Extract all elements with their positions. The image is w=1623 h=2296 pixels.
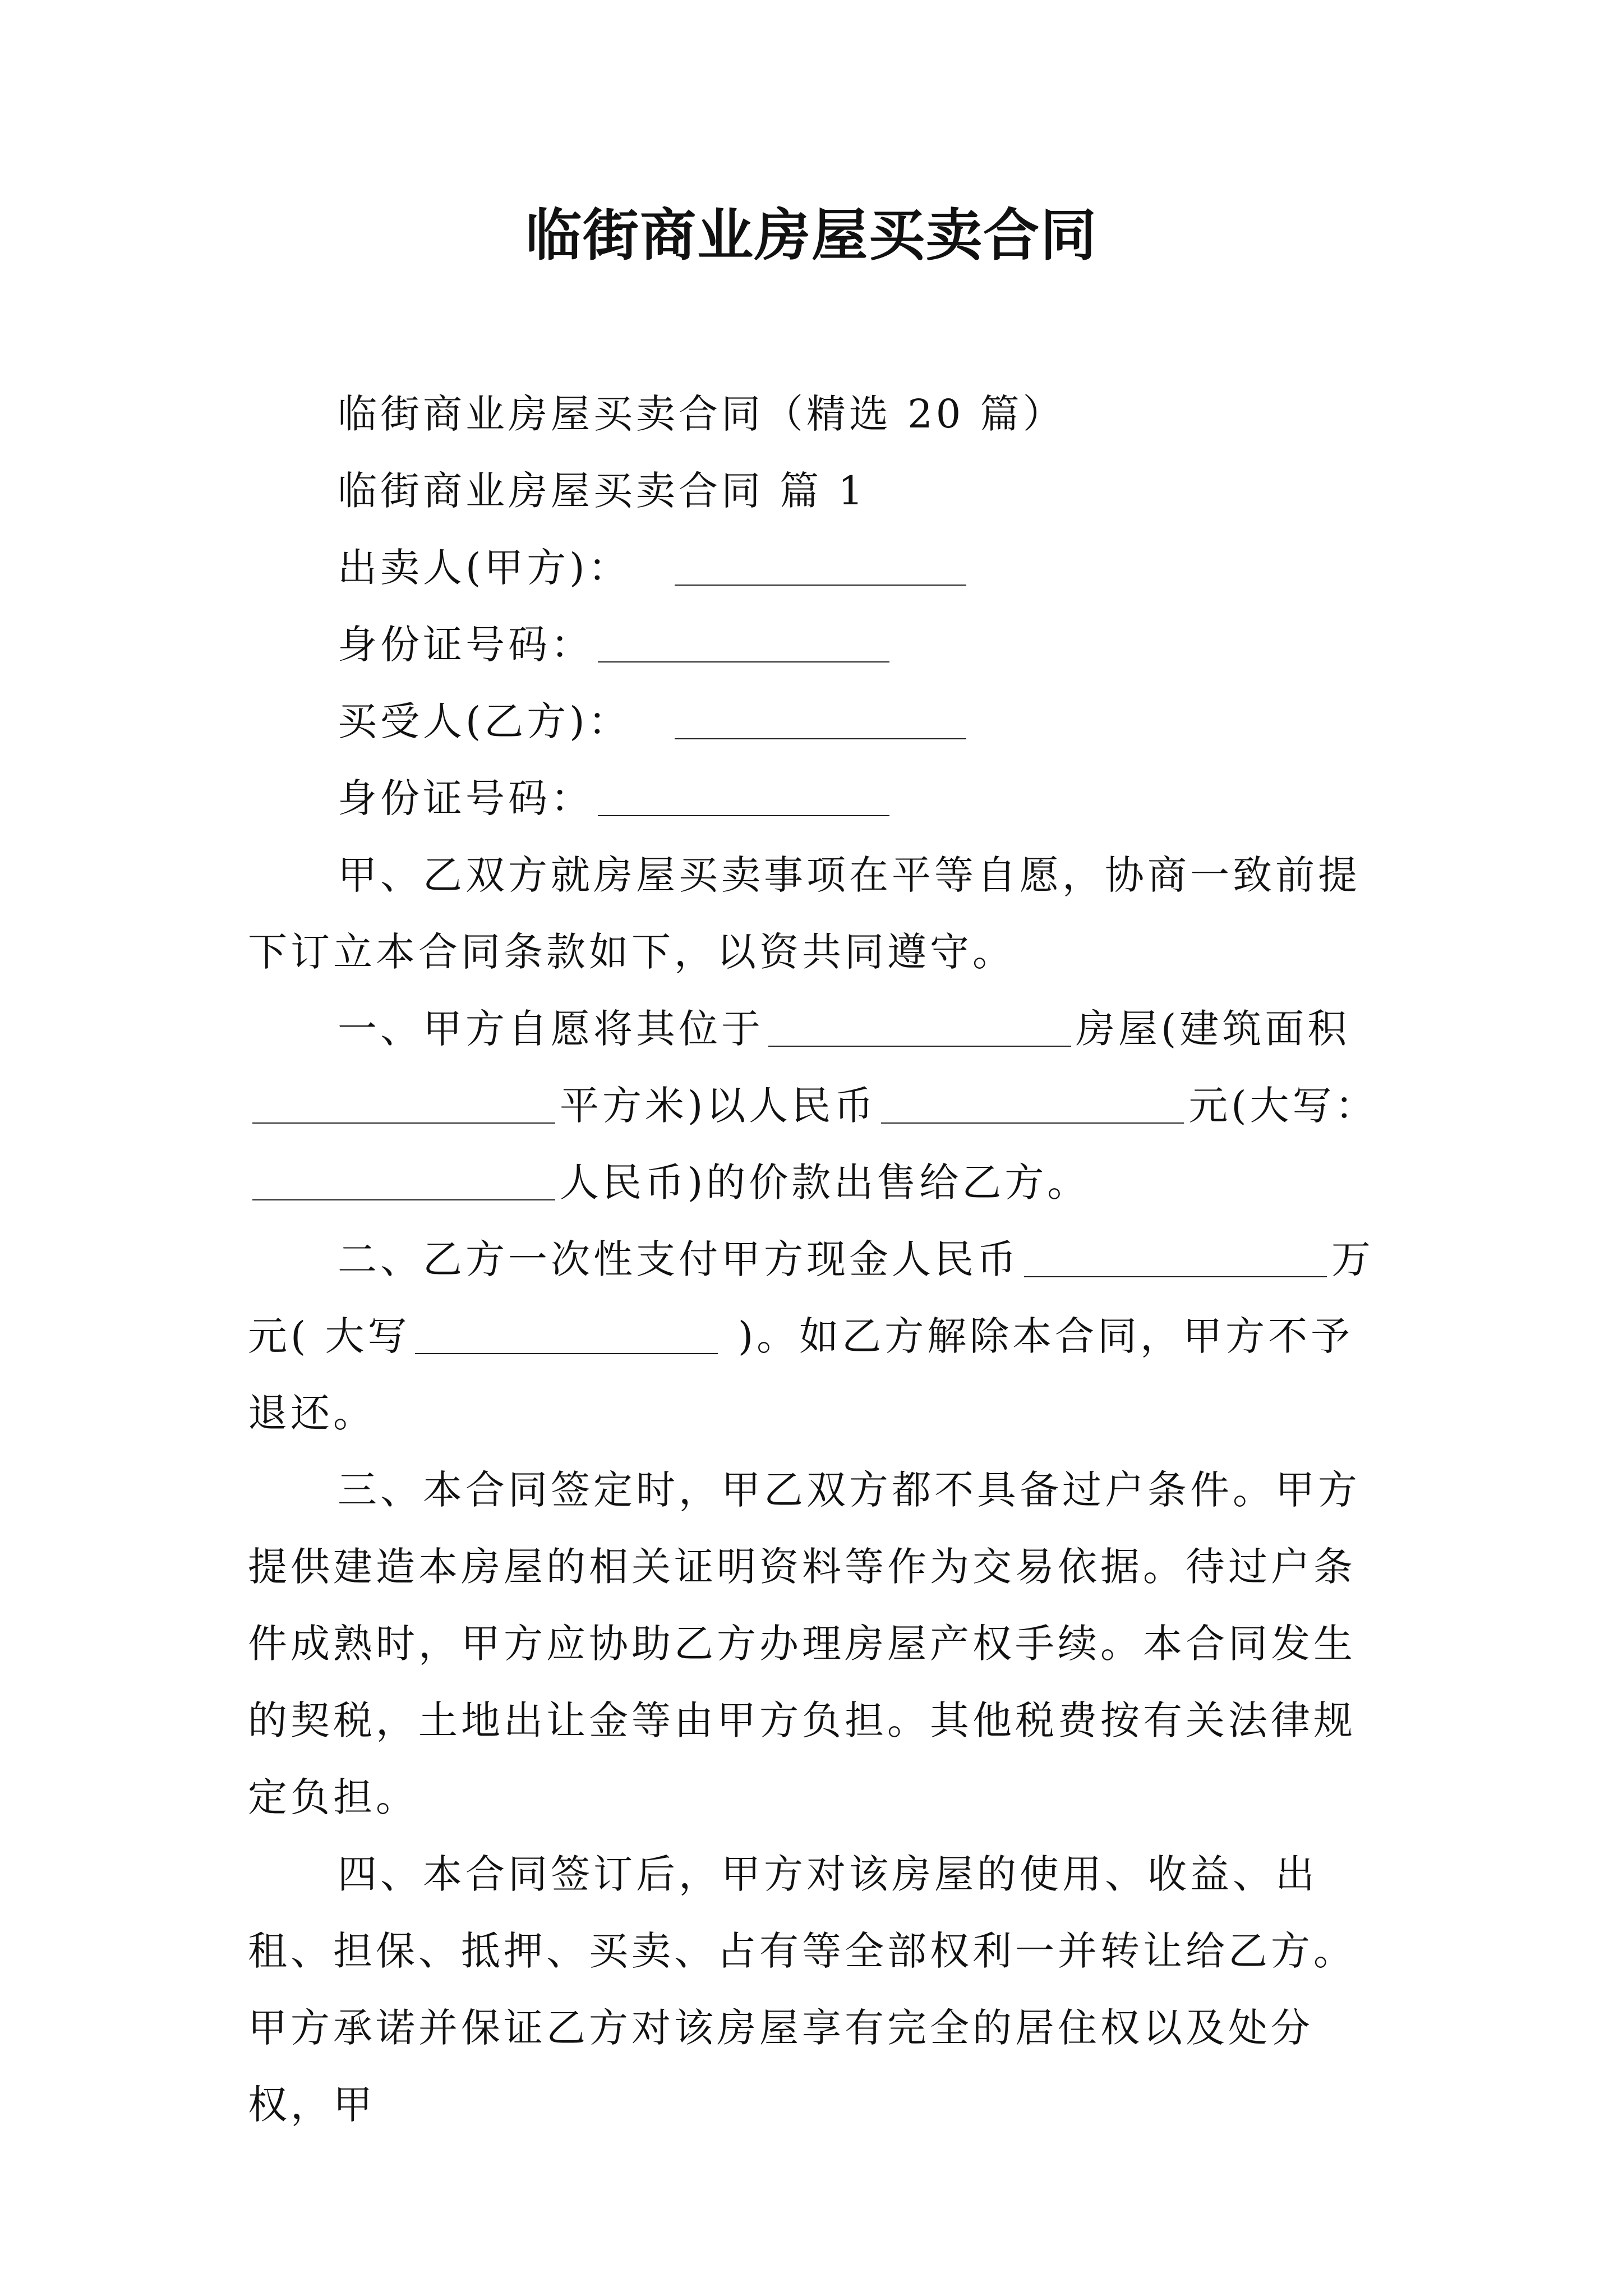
buyer-label: 买受人(乙方)： (338, 698, 631, 744)
price-blank (881, 1122, 1184, 1124)
clause-4: 四、本合同签订后，甲方对该房屋的使用、收益、出租、担保、抵押、买卖、占有等全部权利一并转让给乙方。甲方承诺并保证乙方对该房屋享有完全的居住权以及处分权，甲 (248, 1851, 1356, 2128)
clause-1-text: 平方米)以人民币 (560, 1083, 877, 1129)
area-blank (252, 1122, 555, 1124)
seller-id-blank (598, 661, 889, 662)
clause-2-text: 万元( 大写 (248, 1236, 1374, 1359)
document-body (248, 376, 1381, 2143)
clause-2-text: 二、乙方一次性支付甲方现金人民币 (338, 1236, 1020, 1282)
buyer-blank (675, 738, 966, 739)
clause-3: 三、本合同签定时，甲乙双方都不具备过户条件。甲方提供建造本房屋的相关证明资料等作为交易依据。待过户条件成熟时，甲方应协助乙方办理房屋产权手续。本合同发生的契税，土地出让金等由甲方负担。其他税费按有关法律规定负担。 (248, 1467, 1361, 1820)
cash-blank (1024, 1276, 1327, 1277)
seller-line (248, 530, 1381, 606)
clause-1 (248, 991, 1381, 1221)
clause-1-text: 一、甲方自愿将其位于 (338, 1006, 764, 1052)
clause-1-text: 人民币)的价款出售给乙方。 (560, 1159, 1090, 1205)
seller-blank (675, 584, 966, 586)
seller-id-line (248, 606, 1381, 683)
seller-id-label: 身份证号码： (338, 622, 593, 668)
buyer-id-blank (598, 815, 889, 816)
clause-2-text: )。如乙方解除本合同，甲方不予退还。 (248, 1313, 1354, 1436)
buyer-id-label: 身份证号码： (338, 775, 593, 821)
buyer-id-line (248, 760, 1381, 837)
cash-words-blank (415, 1352, 718, 1354)
section-heading: 临街商业房屋买卖合同 篇 1 (338, 468, 867, 514)
buyer-line (248, 683, 1381, 760)
clause-1-text: 房屋(建筑面积 (1076, 1006, 1350, 1052)
document-title: 临街商业房屋买卖合同 (525, 203, 1098, 268)
clause-2 (248, 1221, 1381, 1452)
location-blank (768, 1045, 1071, 1047)
subtitle: 临街商业房屋买卖合同（精选 20 篇） (338, 391, 1066, 437)
preamble-paragraph: 甲、乙双方就房屋买卖事项在平等自愿，协商一致前提下订立本合同条款如下，以资共同遵守。 (248, 852, 1361, 975)
seller-label: 出卖人(甲方)： (338, 545, 631, 591)
clause-1-text: 元(大写： (1188, 1083, 1378, 1129)
price-words-blank (252, 1199, 555, 1200)
